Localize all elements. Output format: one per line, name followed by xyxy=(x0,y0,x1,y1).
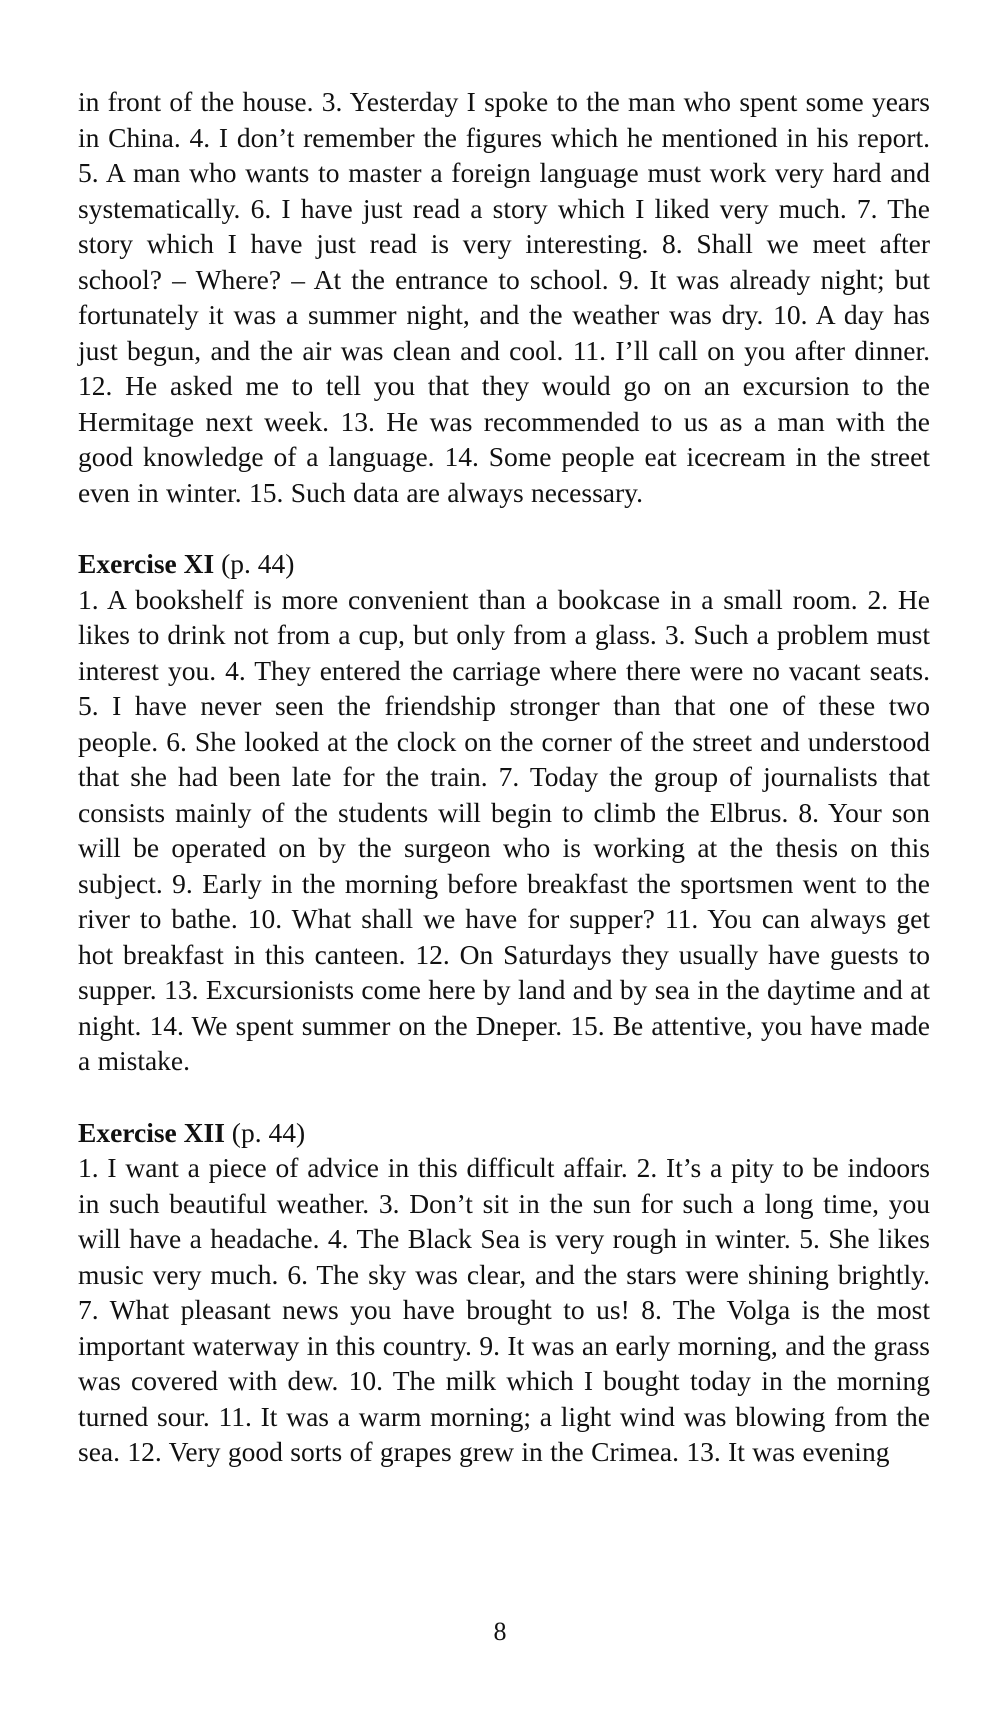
exercise-xi-page-ref: (p. 44) xyxy=(221,548,295,579)
exercise-xi-text: 1. A bookshelf is more convenient than a bookcase in a small room. 2. He likes to drink not from a cup, but only from a glass. 3. Such a problem must interest you. 4. They entered the carriage where there were no vacant seats. 5. I have never seen the friendship stronger than that one of these two people. 6. She looked at the clock on the corner of the street and understood that she had been late for the train. 7. Today the group of journalists that consists mainly of the students will begin to climb the Elbrus. 8. Your son will be operated on by the surgeon who is working at the thesis on this subject. 9. Early in the morning before breakfast the sportsmen went to the river to bathe. 10. What shall we have for supper? 11. You can always get hot breakfast in this canteen. 12. On Saturdays they usually have guests to supper. 13. Excursionists come here by land and by sea in the daytime and at night. 14. We spent summer on the Dneper. 15. Be attentive, you have made a mistake. xyxy=(78,583,930,1076)
exercise-xi-section xyxy=(78,546,930,1079)
exercise-xii-section xyxy=(78,1115,930,1470)
intro-paragraph: in front of the house. 3. Yesterday I spoke to the man who spent some years in China. 4. I don’t remember the figures which he mentioned in his report. 5. A man who wants to master a foreign language must work very hard and systematically. 6. I have just read a story which I liked very much. 7. The story which I have just read is very interesting. 8. Shall we meet after school? – Where? – At the entrance to school. 9. It was already night; but fortunately it was a summer night, and the weather was dry. 10. A day has just begun, and the air was clean and cool. 11. I’ll call on you after dinner. 12. He asked me to tell you that they would go on an excursion to the Hermitage next week. 13. He was recommended to us as a man with the good knowledge of a language. 14. Some people eat icecream in the street even in winter. 15. Such data are always necessary. xyxy=(78,86,930,508)
exercise-xi-heading xyxy=(78,546,930,582)
document-page xyxy=(78,84,930,1470)
exercise-xii-page-ref: (p. 44) xyxy=(231,1116,306,1148)
exercise-xi-title: Exercise XI xyxy=(78,548,215,579)
exercise-xii-heading xyxy=(78,1115,930,1151)
page-number: 8 xyxy=(493,1617,507,1646)
exercise-xii-title: Exercise XII xyxy=(78,1116,225,1148)
exercise-xii-text: 1. I want a piece of advice in this difficult affair. 2. It’s a pity to be indoors in such beautiful weather. 3. Don’t sit in the sun for such a long time, you will have a headache. 4. The Black Sea is very rough in winter. 5. She likes music very much. 6. The sky was clear, and the stars were shining brightly. 7. What pleasant news you have brought to us! 8. The Volga is the most important waterway in this country. 9. It was an early morning, and the grass was covered with dew. 10. The milk which I bought today in the morning turned sour. 11. It was a warm morning; a light wind was blowing from the sea. 12. Very good sorts of grapes grew in the Crimea. 13. It was evening xyxy=(78,1152,930,1467)
